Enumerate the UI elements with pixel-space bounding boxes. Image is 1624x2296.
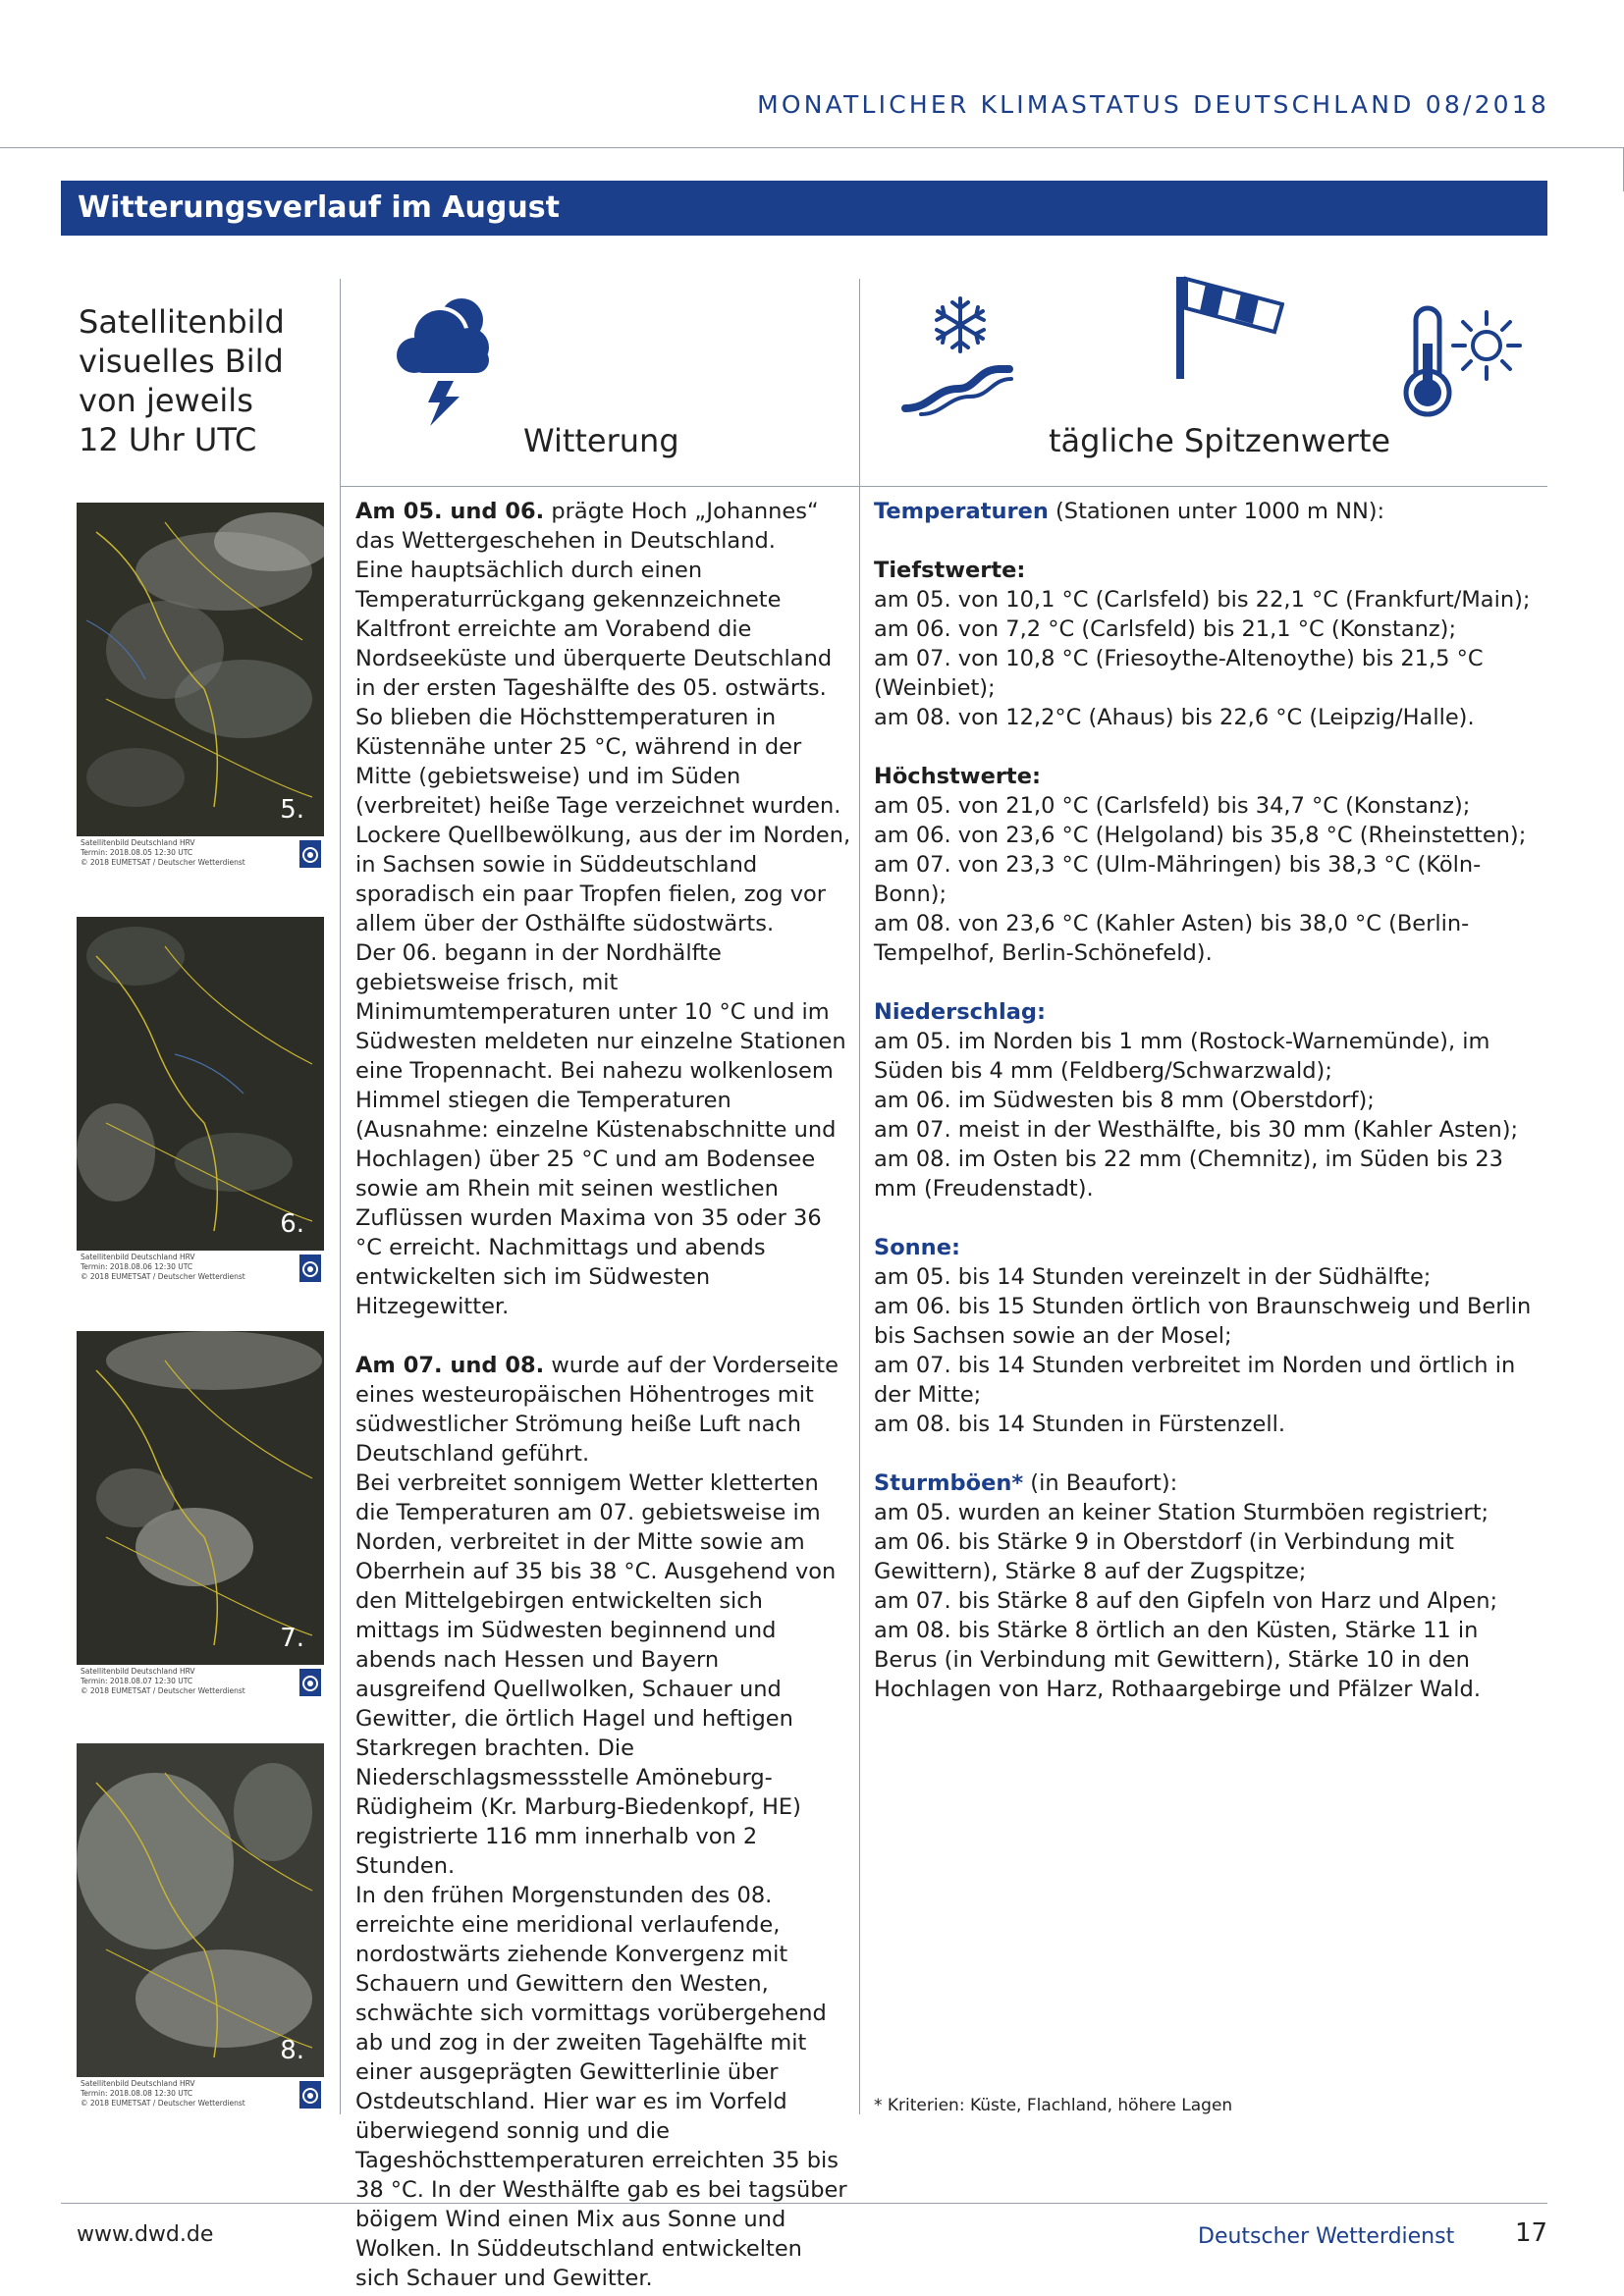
min-temp-entry: am 08. von 12,2°C (Ahaus) bis 22,6 °C (Leipzig/Halle).: [874, 705, 1475, 730]
satellite-image-05: [77, 503, 324, 872]
satellite-image-07: [77, 1331, 324, 1700]
max-temp-heading: Höchstwerte:: [874, 764, 1041, 789]
sunshine-entry: am 05. bis 14 Stunden vereinzelt in der Südhälfte;: [874, 1264, 1432, 1290]
sunshine-entry: am 07. bis 14 Stunden verbreitet im Norden und örtlich in der Mitte;: [874, 1353, 1516, 1408]
dwd-logo-icon: [299, 840, 321, 868]
gust-entry: am 06. bis Stärke 9 in Oberstdorf (in Verbindung mit Gewittern), Stärke 8 auf der Zugspitze;: [874, 1529, 1454, 1584]
gust-entry: am 08. bis Stärke 8 örtlich an den Küsten, Stärke 11 in Berus (in Verbindung mit Gewittern), Stärke 10 in den Hochlagen von Harz, Rothaargebirge und Pfälzer Wald.: [874, 1618, 1481, 1702]
section-banner: [61, 181, 1547, 236]
sunshine-entry: am 08. bis 14 Stunden in Fürstenzell.: [874, 1412, 1285, 1437]
narrative-paragraph: Bei verbreitet sonnigem Wetter kletterten die Temperaturen am 07. gebietsweise im Norden, verbreitet in der Mitte sowie am Oberrhein auf 35 bis 38 °C. Ausgehend von den Mittelgebirgen entwickelten sich mittags im Südwesten beginnend und abends nach Hessen und Bayern ausgreifend Quellwolken, Schauer und Gewitter, die örtlich Hagel und heftigen Starkregen brachten. Die Niederschlagsmessstelle Amöneburg-Rüdigheim (Kr. Marburg-Biedenkopf, HE) registrierte 116 mm innerhalb von 2 Stunden.: [355, 1470, 837, 1879]
image-caption-strip: [77, 1665, 324, 1700]
thermometer-sun-icon: [1400, 304, 1522, 418]
image-caption-strip: [77, 1251, 324, 1286]
caption-line: visuelles Bild: [79, 343, 284, 380]
page-number: 17: [1515, 2218, 1548, 2248]
max-temp-entry: am 06. von 23,6 °C (Helgoland) bis 35,8 °C (Rheinstetten);: [874, 823, 1527, 848]
image-day-number: 5.: [280, 795, 304, 825]
sunshine-entry: am 06. bis 15 Stunden örtlich von Braunschweig und Berlin bis Sachsen sowie an der Mosel;: [874, 1294, 1532, 1349]
image-day-number: 6.: [280, 1209, 304, 1239]
dwd-logo-icon: [299, 1255, 321, 1282]
narrative-text: prägte Hoch „Johannes“ das Wettergeschehen in Deutschland.: [355, 499, 819, 554]
image-caption-line: Termin: 2018.08.07 12:30 UTC: [81, 1677, 193, 1685]
image-caption-line: © 2018 EUMETSAT / Deutscher Wetterdienst: [81, 1272, 245, 1281]
gust-heading-line: [874, 1468, 1542, 1498]
image-caption-line: Termin: 2018.08.06 12:30 UTC: [81, 1262, 193, 1271]
precipitation-entry: am 08. im Osten bis 22 mm (Chemnitz), im Süden bis 23 mm (Freudenstadt).: [874, 1147, 1503, 1201]
weather-column-title: Witterung: [523, 422, 679, 459]
max-temp-entry: am 08. von 23,6 °C (Kahler Asten) bis 38,0 °C (Berlin-Tempelhof, Berlin-Schönefeld).: [874, 911, 1470, 966]
narrative-text: wurde auf der Vorderseite eines westeuropäischen Höhentroges mit südwestlicher Strömung heiße Luft nach Deutschland geführt.: [355, 1353, 839, 1467]
sunshine-heading: Sonne:: [874, 1235, 960, 1260]
footer-organization: Deutscher Wetterdienst: [1198, 2224, 1455, 2249]
max-temp-entry: am 05. von 21,0 °C (Carlsfeld) bis 34,7 °C (Konstanz);: [874, 793, 1471, 819]
image-caption-line: Termin: 2018.08.08 12:30 UTC: [81, 2089, 193, 2098]
image-caption-strip: [77, 836, 324, 872]
image-caption-line: Satellitenbild Deutschland HRV: [81, 838, 195, 847]
precipitation-heading: Niederschlag:: [874, 999, 1047, 1025]
cloud-lightning-icon: [391, 291, 493, 426]
temperature-heading: Temperaturen: [874, 499, 1049, 524]
narrative-paragraph: Eine hauptsächlich durch einen Temperaturrückgang gekennzeichnete Kaltfront erreichte am Vorabend die Nordseeküste und überquerte Deutschland in der ersten Tageshälfte des 05. ostwärts. So blieben die Höchsttemperaturen in Küstennähe unter 25 °C, während in der Mitte (gebietsweise) und im Süden (verbreitet) heiße Tage verzeichnet wurden. Lockere Quellbewölkung, aus der im Norden, in Sachsen sowie in Süddeutschland sporadisch ein paar Tropfen fielen, zog vor allem über der Osthälfte südostwärts.: [355, 558, 851, 936]
image-day-number: 8.: [280, 2036, 304, 2065]
column-divider-right: [859, 279, 860, 2114]
footnote: * Kriterien: Küste, Flachland, höhere Lagen: [874, 2096, 1233, 2115]
column-header-rule: [340, 486, 1547, 487]
column-divider-left: [340, 279, 341, 2114]
satellite-column-caption: [79, 302, 334, 459]
precipitation-entry: am 06. im Südwesten bis 8 mm (Oberstdorf);: [874, 1088, 1375, 1113]
min-temp-entry: am 05. von 10,1 °C (Carlsfeld) bis 22,1 °C (Frankfurt/Main);: [874, 587, 1531, 613]
header-rule: [0, 147, 1624, 148]
satellite-image-08: [77, 1743, 324, 2112]
dwd-logo-icon: [299, 1669, 321, 1696]
image-caption-line: Satellitenbild Deutschland HRV: [81, 2079, 195, 2088]
satellite-map: [77, 503, 324, 836]
satellite-map: [77, 917, 324, 1251]
precipitation-entry: am 07. meist in der Westhälfte, bis 30 mm (Kahler Asten);: [874, 1117, 1519, 1143]
peaks-column-title: tägliche Spitzenwerte: [1049, 422, 1391, 459]
satellite-map: [77, 1331, 324, 1665]
gust-entry: am 07. bis Stärke 8 auf den Gipfeln von Harz und Alpen;: [874, 1588, 1498, 1614]
caption-line: 12 Uhr UTC: [79, 421, 257, 458]
gust-heading: Sturmböen*: [874, 1470, 1024, 1496]
narrative-lead: Am 07. und 08.: [355, 1353, 545, 1378]
section-title: Witterungsverlauf im August: [78, 190, 560, 225]
footer-url-link[interactable]: www.dwd.de: [77, 2222, 214, 2247]
gust-note: (in Beaufort):: [1023, 1470, 1178, 1496]
narrative-paragraph: Der 06. begann in der Nordhälfte gebietsweise frisch, mit Minimumtemperaturen unter 10 °C und im Südwesten meldeten nur einzelne Stationen eine Tropennacht. Bei nahezu wolkenlosem Himmel stiegen die Temperaturen (Ausnahme: einzelne Küstenabschnitte und Hochlagen) über 25 °C und am Bodensee sowie am Rhein mit seinen westlichen Zuflüssen wurden Maxima von 35 oder 36 °C erreicht. Nachmittags und abends entwickelten sich im Südwesten Hitzegewitter.: [355, 940, 846, 1319]
image-caption-strip: [77, 2077, 324, 2112]
dwd-logo-icon: [299, 2081, 321, 2109]
weather-narrative: [355, 497, 852, 2293]
image-caption-line: Satellitenbild Deutschland HRV: [81, 1667, 195, 1676]
image-caption-line: Termin: 2018.08.05 12:30 UTC: [81, 848, 193, 857]
narrative-paragraph: [355, 497, 852, 556]
narrative-lead: Am 05. und 06.: [355, 499, 545, 524]
min-temp-heading: Tiefstwerte:: [874, 558, 1026, 583]
caption-line: Satellitenbild: [79, 303, 285, 341]
narrative-paragraph: [355, 1351, 852, 1468]
peak-values: [874, 497, 1542, 1704]
snowflake-road-icon: [901, 294, 1017, 416]
temperature-note: (Stationen unter 1000 m NN):: [1048, 499, 1385, 524]
image-day-number: 7.: [280, 1624, 304, 1653]
satellite-image-06: [77, 917, 324, 1286]
footer-rule: [61, 2203, 1547, 2204]
image-caption-line: © 2018 EUMETSAT / Deutscher Wetterdienst: [81, 858, 245, 867]
precipitation-entry: am 05. im Norden bis 1 mm (Rostock-Warnemünde), im Süden bis 4 mm (Feldberg/Schwarzwald);: [874, 1029, 1490, 1084]
max-temp-entry: am 07. von 23,3 °C (Ulm-Mähringen) bis 38,3 °C (Köln-Bonn);: [874, 852, 1482, 907]
narrative-paragraph: In den frühen Morgenstunden des 08. erreichte eine meridional verlaufende, nordostwärts ziehende Konvergenz mit Schauern und Gewittern den Westen, schwächte sich vormittags vorübergehend ab und zog in der zweiten Tagehälfte mit einer ausgeprägten Gewitterlinie über Ostdeutschland. Hier war es im Vorfeld überwiegend sonnig und die Tageshöchsttemperaturen erreichten 35 bis 38 °C. In der Westhälfte gab es bei tagsüber böigem Wind einen Mix aus Sonne und Wolken. In Süddeutschland entwickelten sich Schauer und Gewitter.: [355, 1883, 847, 2291]
image-caption-line: © 2018 EUMETSAT / Deutscher Wetterdienst: [81, 2099, 245, 2108]
satellite-map: [77, 1743, 324, 2077]
windsock-icon: [1174, 275, 1284, 381]
image-caption-line: Satellitenbild Deutschland HRV: [81, 1253, 195, 1261]
gust-entry: am 05. wurden an keiner Station Sturmböen registriert;: [874, 1500, 1489, 1525]
document-header-title: MONATLICHER KLIMASTATUS DEUTSCHLAND 08/2018: [757, 90, 1549, 119]
caption-line: von jeweils: [79, 382, 253, 419]
min-temp-entry: am 07. von 10,8 °C (Friesoythe-Altenoythe) bis 21,5 °C (Weinbiet);: [874, 646, 1484, 701]
temperature-heading-line: [874, 497, 1542, 526]
image-caption-line: © 2018 EUMETSAT / Deutscher Wetterdienst: [81, 1686, 245, 1695]
min-temp-entry: am 06. von 7,2 °C (Carlsfeld) bis 21,1 °C (Konstanz);: [874, 616, 1457, 642]
